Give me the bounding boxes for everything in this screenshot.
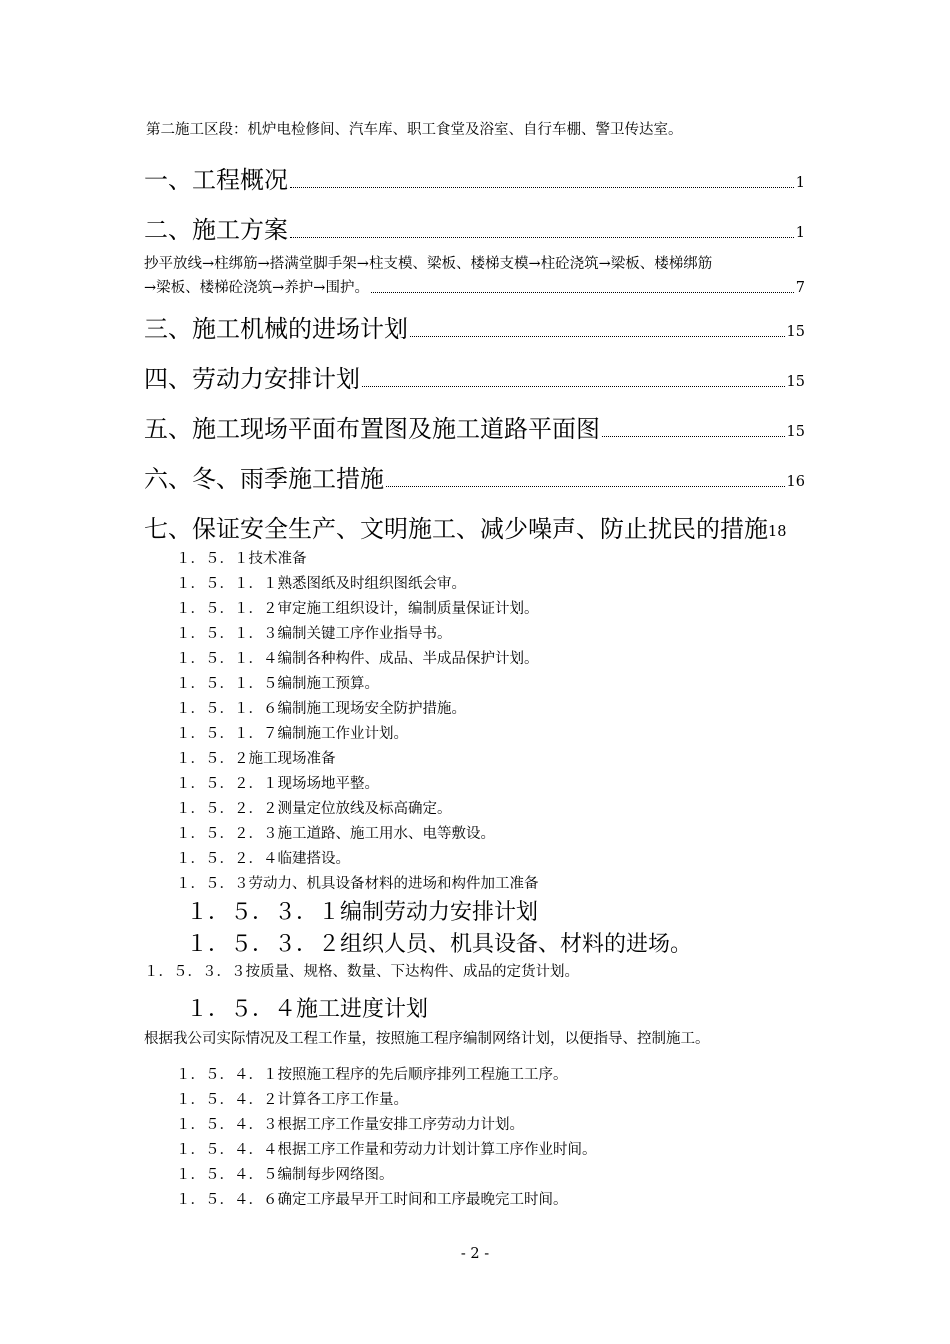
para-1-5-4: 根据我公司实际情况及工程工作量，按照施工程序编制网络计划，以便指导、控制施工。 xyxy=(144,1031,710,1047)
toc-entry-site-layout[interactable] xyxy=(144,412,805,444)
toc-entry-winter-rain[interactable] xyxy=(144,462,805,494)
toc-title: 七、保证安全生产、文明施工、减少噪声、防止扰民的措施 xyxy=(144,515,768,543)
toc-entry-overview[interactable] xyxy=(144,163,805,195)
toc-leader xyxy=(386,485,785,487)
toc-title: 五、施工现场平面布置图及施工道路平面图 xyxy=(144,415,600,443)
page-number: - 2 - xyxy=(460,1246,490,1262)
toc-entry-plan[interactable] xyxy=(144,213,805,245)
toc-leader xyxy=(290,236,794,238)
toc-leader xyxy=(362,385,785,387)
toc-leader xyxy=(602,435,785,437)
toc-entry-safety[interactable] xyxy=(144,512,805,544)
toc-page: 15 xyxy=(786,374,805,390)
toc-entry-process[interactable] xyxy=(144,278,805,298)
item-1-5-1-4: １．５．１．４编制各种构件、成品、半成品保护计划。 xyxy=(176,651,539,667)
toc-title: 二、施工方案 xyxy=(144,216,288,244)
item-1-5-1-5: １．５．１．５编制施工预算。 xyxy=(176,676,379,692)
toc-title: 四、劳动力安排计划 xyxy=(144,365,360,393)
item-1-5-2-4: １．５．２．４临建搭设。 xyxy=(176,851,350,867)
item-1-5-4-1: １．５．４．１按照施工程序的先后顺序排列工程施工工序。 xyxy=(176,1067,568,1083)
item-1-5-3-2: １．５．３．２组织人员、机具设备、材料的进场。 xyxy=(186,932,693,957)
toc-page: 7 xyxy=(795,280,805,296)
toc-entry-machinery[interactable] xyxy=(144,312,805,344)
item-1-5-1-1: １．５．１．１熟悉图纸及时组织图纸会审。 xyxy=(176,576,466,592)
toc-process-line1: 抄平放线→柱绑筋→搭满堂脚手架→柱支模、梁板、楼梯支模→柱砼浇筑→梁板、楼梯绑筋 xyxy=(144,256,713,272)
item-1-5-1: １．５．１技术准备 xyxy=(176,551,307,567)
item-1-5-4-4: １．５．４．４根据工序工作量和劳动力计划计算工序作业时间。 xyxy=(176,1142,597,1158)
toc-page: 18 xyxy=(768,524,787,540)
item-1-5-4-2: １．５．４．２计算各工序工作量。 xyxy=(176,1092,408,1108)
item-1-5-4-3: １．５．４．３根据工序工作量安排工序劳动力计划。 xyxy=(176,1117,524,1133)
item-1-5-3: １．５．３劳动力、机具设备材料的进场和构件加工准备 xyxy=(176,876,539,892)
item-1-5-4-6: １．５．４．６确定工序最早开工时间和工序最晚完工时间。 xyxy=(176,1192,568,1208)
item-1-5-4: １．５．４施工进度计划 xyxy=(186,997,429,1022)
toc-title: 三、施工机械的进场计划 xyxy=(144,315,408,343)
toc-leader xyxy=(410,335,785,337)
toc-leader xyxy=(290,186,794,188)
toc-title: 一、工程概况 xyxy=(144,166,288,194)
item-1-5-1-2: １．５．１．２审定施工组织设计，编制质量保证计划。 xyxy=(176,601,539,617)
toc-title: →梁板、楼梯砼浇筑→养护→围护。 xyxy=(144,280,369,296)
item-1-5-3-1: １．５．３．１编制劳动力安排计划 xyxy=(186,900,539,925)
item-1-5-2-2: １．５．２．２测量定位放线及标高确定。 xyxy=(176,801,452,817)
toc-page: 15 xyxy=(786,424,805,440)
intro-text: 第二施工区段：机炉电检修间、汽车库、职工食堂及浴室、自行车棚、警卫传达室。 xyxy=(146,122,683,138)
item-1-5-2-1: １．５．２．１现场场地平整。 xyxy=(176,776,379,792)
item-1-5-2-3: １．５．２．３施工道路、施工用水、电等敷设。 xyxy=(176,826,495,842)
toc-page: 15 xyxy=(786,324,805,340)
toc-entry-labor[interactable] xyxy=(144,362,805,394)
toc-page: 1 xyxy=(795,175,805,191)
item-1-5-3-3: １．５．３．３按质量、规格、数量、下达构件、成品的定货计划。 xyxy=(144,964,579,980)
item-1-5-1-6: １．５．１．６编制施工现场安全防护措施。 xyxy=(176,701,466,717)
item-1-5-4-5: １．５．４．５编制每步网络图。 xyxy=(176,1167,394,1183)
item-1-5-1-7: １．５．１．７编制施工作业计划。 xyxy=(176,726,408,742)
toc-leader xyxy=(371,291,794,293)
item-1-5-2: １．５．２施工现场准备 xyxy=(176,751,336,767)
toc-page: 16 xyxy=(786,474,805,490)
item-1-5-1-3: １．５．１．３编制关键工序作业指导书。 xyxy=(176,626,452,642)
toc-title: 六、冬、雨季施工措施 xyxy=(144,465,384,493)
toc-page: 1 xyxy=(795,225,805,241)
